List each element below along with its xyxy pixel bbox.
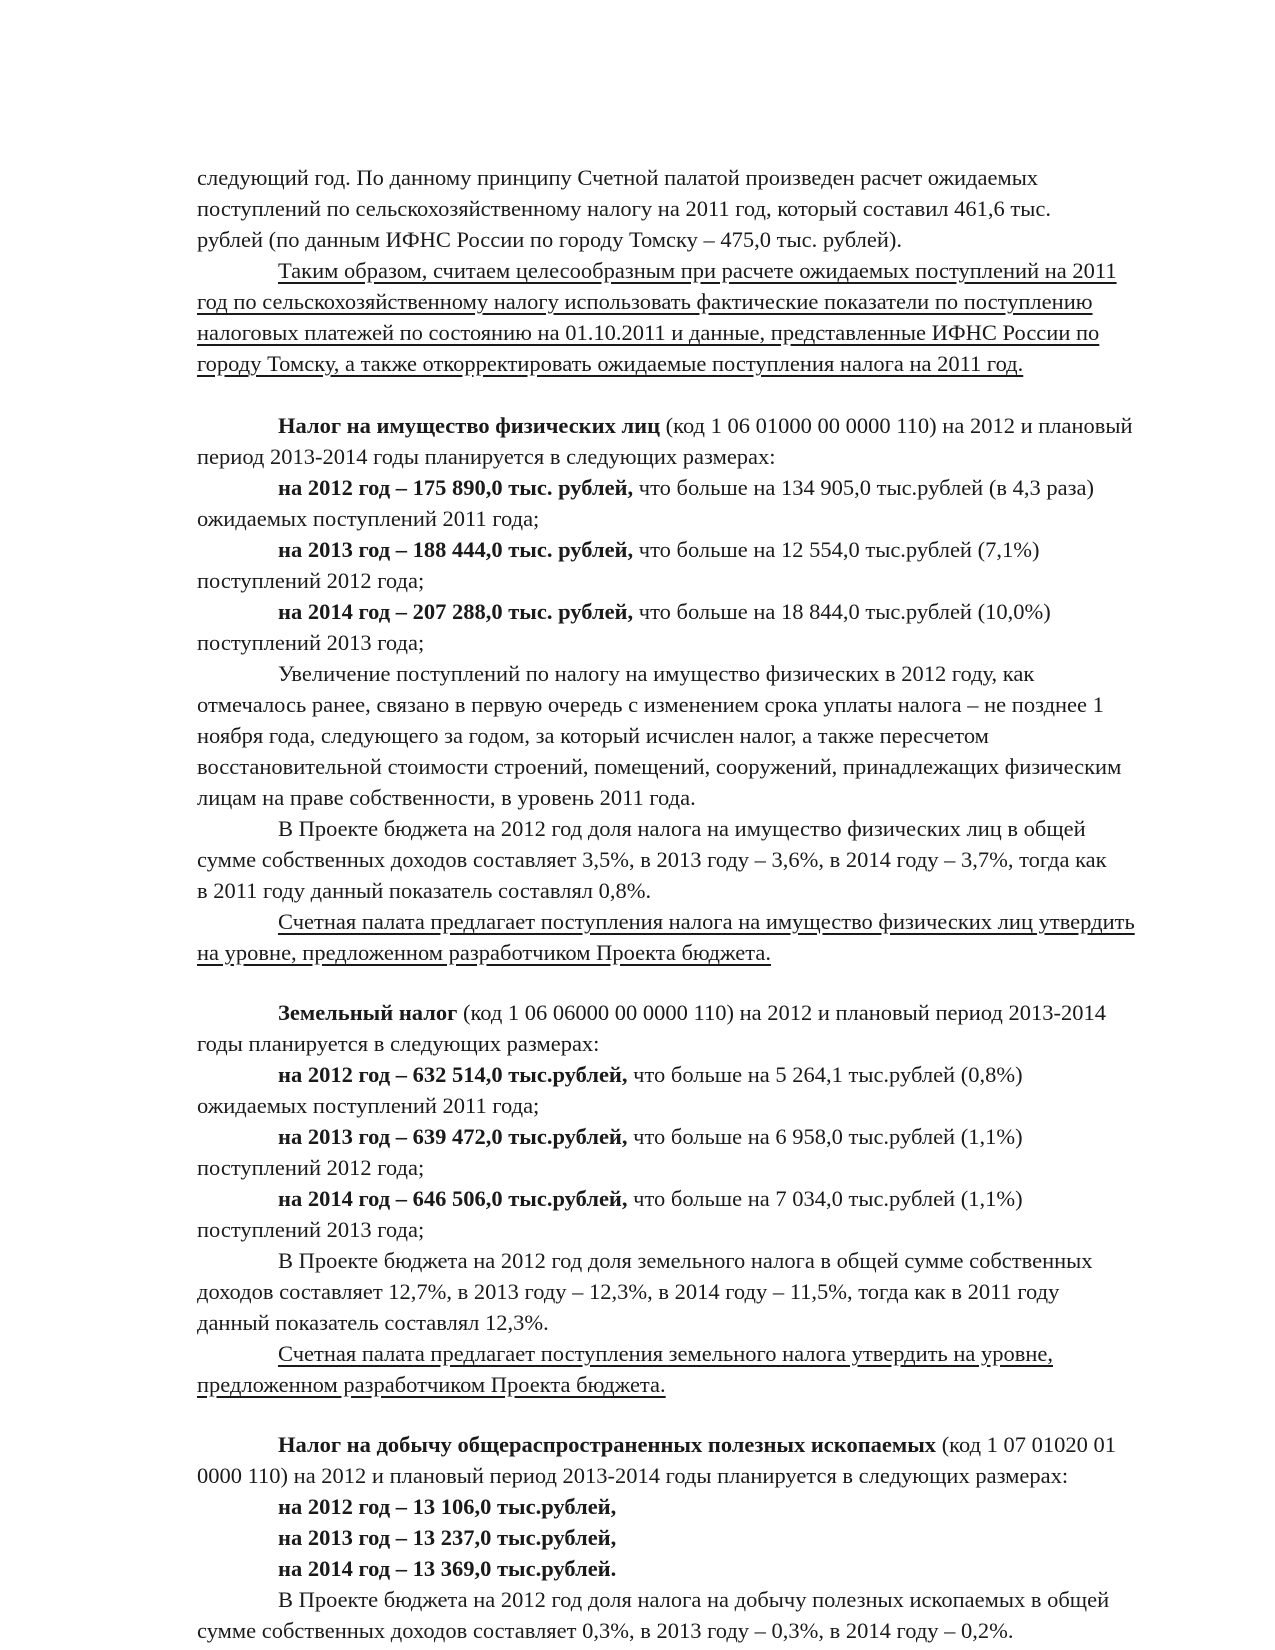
text-line: доходов составляет 12,7%, в 2013 году – 12,3%, в 2014 году – 11,5%, тогда как в 2011 году: [197, 1279, 1060, 1304]
text-line: сумме собственных доходов составляет 3,5%, в 2013 году – 3,6%, в 2014 году – 3,7%, тогда как: [197, 847, 1107, 872]
forecast-amount: на 2014 год – 207 288,0 тыс. рублей,: [278, 599, 634, 624]
recommendation-line: городу Томску, а также откорректировать ожидаемые поступления налога на 2011 год.: [197, 351, 1024, 376]
text-line: в 2011 году данный показатель составлял 0,8%.: [197, 878, 652, 903]
text-line: В Проекте бюджета на 2012 год доля налога на имущество физических лиц в общей: [278, 816, 1086, 841]
heading-bold: Налог на добычу общераспространенных полезных ископаемых: [278, 1432, 937, 1457]
recommendation-line: Таким образом, считаем целесообразным при расчете ожидаемых поступлений на 2011: [278, 258, 1117, 283]
forecast-comparison: что больше на 18 844,0 тыс.рублей (10,0%): [633, 599, 1051, 624]
forecast-amount: на 2014 год – 13 369,0 тыс.рублей.: [278, 1556, 617, 1581]
forecast-amount: на 2013 год – 188 444,0 тыс. рублей,: [278, 537, 634, 562]
forecast-comparison: что больше на 7 034,0 тыс.рублей (1,1%): [627, 1186, 1023, 1211]
forecast-amount: на 2014 год – 646 506,0 тыс.рублей,: [278, 1186, 628, 1211]
recommendation-line: Счетная палата предлагает поступления земельного налога утвердить на уровне,: [278, 1341, 1054, 1366]
forecast-comparison: что больше на 5 264,1 тыс.рублей (0,8%): [627, 1062, 1023, 1087]
text-line: восстановительной стоимости строений, помещений, сооружений, принадлежащих физическим: [197, 754, 1122, 779]
forecast-item: [197, 472, 1275, 503]
forecast-item: [197, 1183, 1275, 1214]
forecast-comparison: что больше на 134 905,0 тыс.рублей (в 4,3 раза): [633, 475, 1094, 500]
text-line: В Проекте бюджета на 2012 год доля налога на добычу полезных ископаемых в общей: [278, 1587, 1110, 1612]
text-line: годы планируется в следующих размерах:: [197, 1031, 600, 1056]
text-line: поступлений 2012 года;: [197, 1155, 425, 1180]
text-line: ожидаемых поступлений 2011 года;: [197, 506, 540, 531]
forecast-item: [197, 534, 1275, 565]
paragraph-gap: [197, 968, 1275, 997]
heading-rest: (код 1 07 01020 01: [936, 1432, 1117, 1457]
recommendation-line: Счетная палата предлагает поступления налога на имущество физических лиц утвердить: [278, 909, 1135, 934]
text-line: ноября года, следующего за годом, за который исчислен налог, а также пересчетом: [197, 723, 989, 748]
text-line: сумме собственных доходов составляет 0,3%, в 2013 году – 0,3%, в 2014 году – 0,2%.: [197, 1618, 1014, 1643]
text-line: отмечалось ранее, связано в первую очередь с изменением срока уплаты налога – не позднее 1: [197, 692, 1104, 717]
recommendation-line: предложенном разработчиком Проекта бюджета.: [197, 1372, 666, 1397]
forecast-comparison: что больше на 6 958,0 тыс.рублей (1,1%): [627, 1124, 1023, 1149]
recommendation-line: на уровне, предложенном разработчиком Проекта бюджета.: [197, 940, 771, 965]
text-line: лицам на праве собственности, в уровень 2011 года.: [197, 785, 696, 810]
text-line: поступлений по сельскохозяйственному налогу на 2011 год, который составил 461,6 тыс.: [197, 196, 1051, 221]
text-line: следующий год. По данному принципу Счетной палатой произведен расчет ожидаемых: [197, 165, 1039, 190]
forecast-item: [197, 596, 1275, 627]
document-body: [197, 162, 1275, 1646]
heading-rest: (код 1 06 06000 00 0000 110) на 2012 и плановый период 2013-2014: [457, 1000, 1106, 1025]
text-line: 0000 110) на 2012 и плановый период 2013-2014 годы планируется в следующих размерах:: [197, 1463, 1069, 1488]
paragraph-gap: [197, 379, 1275, 410]
forecast-item: [197, 1522, 1275, 1553]
text-line: данный показатель составлял 12,3%.: [197, 1310, 549, 1335]
text-line: В Проекте бюджета на 2012 год доля земельного налога в общей сумме собственных: [278, 1248, 1093, 1273]
section-heading-mining-tax: [197, 1429, 1275, 1460]
forecast-item: [197, 1059, 1275, 1090]
text-line: поступлений 2012 года;: [197, 568, 425, 593]
section-heading-property-tax: [197, 410, 1275, 441]
heading-bold: Земельный налог: [278, 1000, 458, 1025]
forecast-amount: на 2013 год – 639 472,0 тыс.рублей,: [278, 1124, 628, 1149]
forecast-amount: на 2013 год – 13 237,0 тыс.рублей,: [278, 1525, 617, 1550]
forecast-comparison: что больше на 12 554,0 тыс.рублей (7,1%): [633, 537, 1040, 562]
heading-rest: (код 1 06 01000 00 0000 110) на 2012 и плановый: [660, 413, 1133, 438]
text-line: период 2013-2014 годы планируется в следующих размерах:: [197, 444, 776, 469]
forecast-amount: на 2012 год – 632 514,0 тыс.рублей,: [278, 1062, 628, 1087]
forecast-amount: на 2012 год – 175 890,0 тыс. рублей,: [278, 475, 634, 500]
forecast-item: [197, 1121, 1275, 1152]
recommendation-line: налоговых платежей по состоянию на 01.10.2011 и данные, представленные ИФНС России по: [197, 320, 1100, 345]
text-line: рублей (по данным ИФНС России по городу Томску – 475,0 тыс. рублей).: [197, 227, 903, 252]
forecast-item: [197, 1491, 1275, 1522]
text-line: поступлений 2013 года;: [197, 1217, 425, 1242]
forecast-amount: на 2012 год – 13 106,0 тыс.рублей,: [278, 1494, 617, 1519]
heading-bold: Налог на имущество физических лиц: [278, 413, 661, 438]
text-line: Увеличение поступлений по налогу на имущество физических в 2012 году, как: [278, 661, 1035, 686]
text-line: ожидаемых поступлений 2011 года;: [197, 1093, 540, 1118]
paragraph-gap: [197, 1400, 1275, 1429]
section-heading-land-tax: [197, 997, 1275, 1028]
forecast-item: [197, 1553, 1275, 1584]
text-line: поступлений 2013 года;: [197, 630, 425, 655]
recommendation-line: год по сельскохозяйственному налогу использовать фактические показатели по поступлению: [197, 289, 1093, 314]
